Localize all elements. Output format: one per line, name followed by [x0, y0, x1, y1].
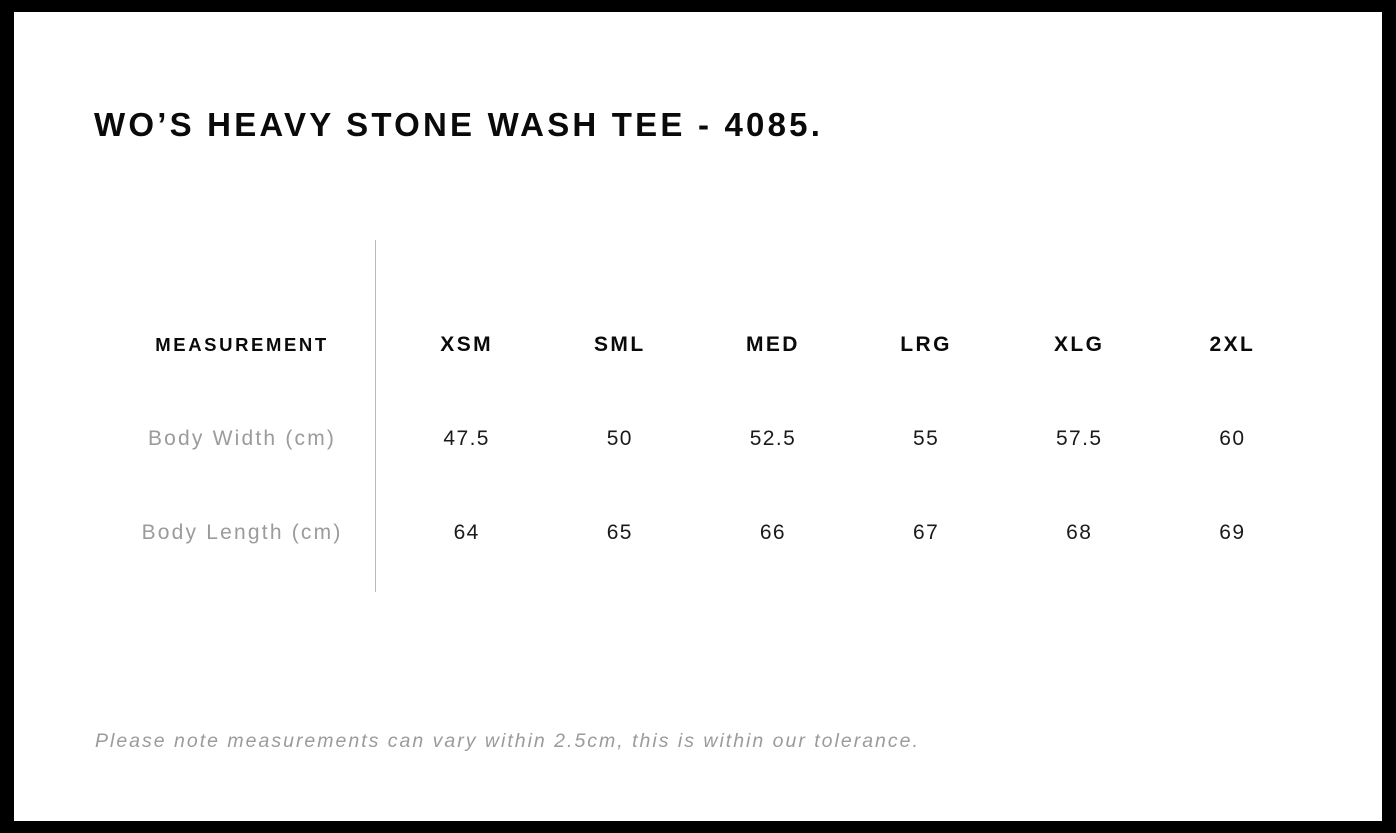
column-header-size-xsm: XSM [440, 333, 493, 356]
cell-body-length-sml: 65 [606, 521, 633, 544]
row-label-body-width: Body Width (cm) [147, 427, 337, 450]
row-label-body-length: Body Length (cm) [141, 521, 343, 544]
size-chart-page [14, 12, 1382, 821]
table-row [94, 486, 1309, 580]
cell-body-width-xsm: 47.5 [443, 427, 490, 450]
tolerance-note: Please note measurements can vary within 2.5cm, this is within our tolerance. [95, 730, 920, 752]
cell-body-length-2xl: 69 [1219, 521, 1246, 544]
cell-body-width-med: 52.5 [749, 427, 797, 450]
column-header-size-xlg: XLG [1054, 333, 1105, 356]
cell-body-length-xsm: 64 [453, 521, 480, 544]
page-title: WO’S HEAVY STONE WASH TEE - 4085. [94, 106, 824, 143]
cell-body-width-2xl: 60 [1219, 427, 1246, 450]
column-header-size-med: MED [745, 333, 800, 356]
cell-body-length-xlg: 68 [1066, 521, 1093, 544]
table-header-row [94, 298, 1309, 392]
table-row [94, 392, 1309, 486]
cell-body-length-med: 66 [759, 521, 787, 544]
column-header-size-lrg: LRG [900, 333, 952, 356]
cell-body-width-xlg: 57.5 [1055, 427, 1103, 450]
column-header-size-sml: SML [594, 333, 646, 356]
cell-body-width-sml: 50 [606, 427, 633, 450]
cell-body-length-lrg: 67 [912, 521, 940, 544]
column-header-size-2xl: 2XL [1209, 333, 1256, 356]
column-header-measurement: MEASUREMENT [155, 334, 329, 355]
size-chart-table [94, 298, 1309, 580]
cell-body-width-lrg: 55 [912, 427, 940, 450]
